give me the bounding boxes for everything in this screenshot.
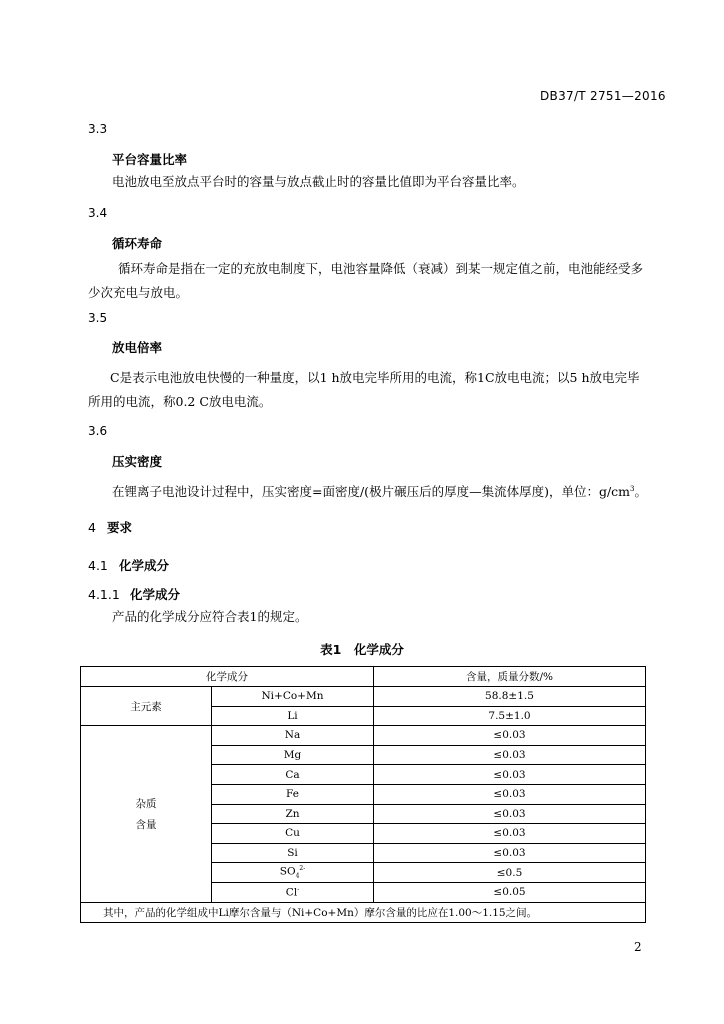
section-number: 3.6 bbox=[88, 424, 108, 438]
section-number: 3.3 bbox=[88, 122, 108, 136]
element-cell bbox=[212, 882, 374, 902]
impurity-label-line: 含量 bbox=[135, 818, 157, 831]
term-definition bbox=[112, 477, 692, 504]
element-symbol: Cl bbox=[285, 886, 298, 899]
value-cell: ≤0.03 bbox=[374, 784, 646, 804]
value-cell: ≤0.03 bbox=[374, 745, 646, 765]
value-cell: ≤0.05 bbox=[374, 882, 646, 902]
subsection-heading bbox=[88, 585, 180, 603]
chapter-title: 要求 bbox=[107, 520, 133, 535]
impurity-label-line: 杂质 bbox=[135, 797, 157, 810]
unit-superscript: 3 bbox=[630, 485, 635, 493]
element-cell: Cu bbox=[212, 824, 374, 844]
table-row bbox=[81, 687, 646, 707]
definition-text: 在锂离子电池设计过程中，压实密度=面密度/(极片碾压后的厚度—集流体厚度)，单位：g/cm bbox=[112, 484, 631, 500]
composition-table bbox=[80, 666, 646, 923]
element-cell: Li bbox=[212, 706, 374, 726]
element-cell: Ca bbox=[212, 765, 374, 785]
header-cell: 含量，质量分数/% bbox=[374, 667, 646, 687]
value-cell: ≤0.03 bbox=[374, 765, 646, 785]
element-symbol: SO bbox=[279, 865, 296, 878]
table-header-row bbox=[81, 667, 646, 687]
page-number: 2 bbox=[634, 940, 642, 954]
value-cell: ≤0.03 bbox=[374, 726, 646, 746]
element-cell: Mg bbox=[212, 745, 374, 765]
term-title: 压实密度 bbox=[112, 454, 163, 469]
term-definition: 循环寿命是指在一定的充放电制度下，电池容量降低（衰减）到某一规定值之前，电池能经受多少次充电与放电。 bbox=[88, 261, 644, 300]
table-note-row bbox=[81, 902, 646, 922]
section-heading-title: 化学成分 bbox=[119, 558, 170, 573]
value-cell: ≤0.03 bbox=[374, 804, 646, 824]
element-cell: Zn bbox=[212, 804, 374, 824]
standard-code: DB37/T 2751—2016 bbox=[540, 89, 666, 103]
table-row bbox=[81, 726, 646, 746]
element-cell: Ni+Co+Mn bbox=[212, 687, 374, 707]
term-title: 平台容量比率 bbox=[112, 152, 188, 167]
section-heading-number: 4.1 bbox=[88, 558, 108, 573]
chapter-number: 4 bbox=[88, 520, 96, 535]
header-cell: 化学成分 bbox=[81, 667, 374, 687]
element-cell bbox=[212, 863, 374, 883]
value-cell: 7.5±1.0 bbox=[374, 706, 646, 726]
definition-end: 。 bbox=[634, 484, 647, 500]
element-superscript: 2- bbox=[299, 865, 306, 873]
term-definition: C是表示电池放电快慢的一种量度，以1 h放电完毕所用的电流，称1C放电电流；以5 h放电完毕所用的电流，称0.2 C放电电流。 bbox=[88, 370, 640, 409]
subsection-heading-number: 4.1.1 bbox=[88, 587, 120, 602]
term-definition: 电池放电至放点平台时的容量与放点截止时的容量比值即为平台容量比率。 bbox=[112, 174, 525, 189]
section-heading bbox=[88, 556, 169, 574]
element-cell: Na bbox=[212, 726, 374, 746]
section-number: 3.5 bbox=[88, 311, 108, 325]
body-paragraph: 产品的化学成分应符合表1的规定。 bbox=[112, 609, 308, 624]
element-cell: Fe bbox=[212, 784, 374, 804]
value-cell: ≤0.03 bbox=[374, 824, 646, 844]
element-subscript: 4 bbox=[295, 872, 300, 880]
element-superscript: - bbox=[297, 885, 300, 893]
group-label-cell: 主元素 bbox=[81, 687, 212, 726]
term-title: 放电倍率 bbox=[112, 340, 163, 355]
group-label-cell bbox=[81, 726, 212, 902]
value-cell: 58.8±1.5 bbox=[374, 687, 646, 707]
section-number: 3.4 bbox=[88, 206, 108, 220]
subsection-heading-title: 化学成分 bbox=[130, 587, 181, 602]
table-caption: 表1 化学成分 bbox=[320, 642, 404, 657]
term-title: 循环寿命 bbox=[112, 236, 163, 251]
table-note: 其中，产品的化学组成中Li摩尔含量与（Ni+Co+Mn）摩尔含量的比应在1.00～1.15之间。 bbox=[81, 902, 646, 922]
value-cell: ≤0.5 bbox=[374, 863, 646, 883]
chapter-heading bbox=[88, 518, 132, 536]
value-cell: ≤0.03 bbox=[374, 843, 646, 863]
element-cell: Si bbox=[212, 843, 374, 863]
